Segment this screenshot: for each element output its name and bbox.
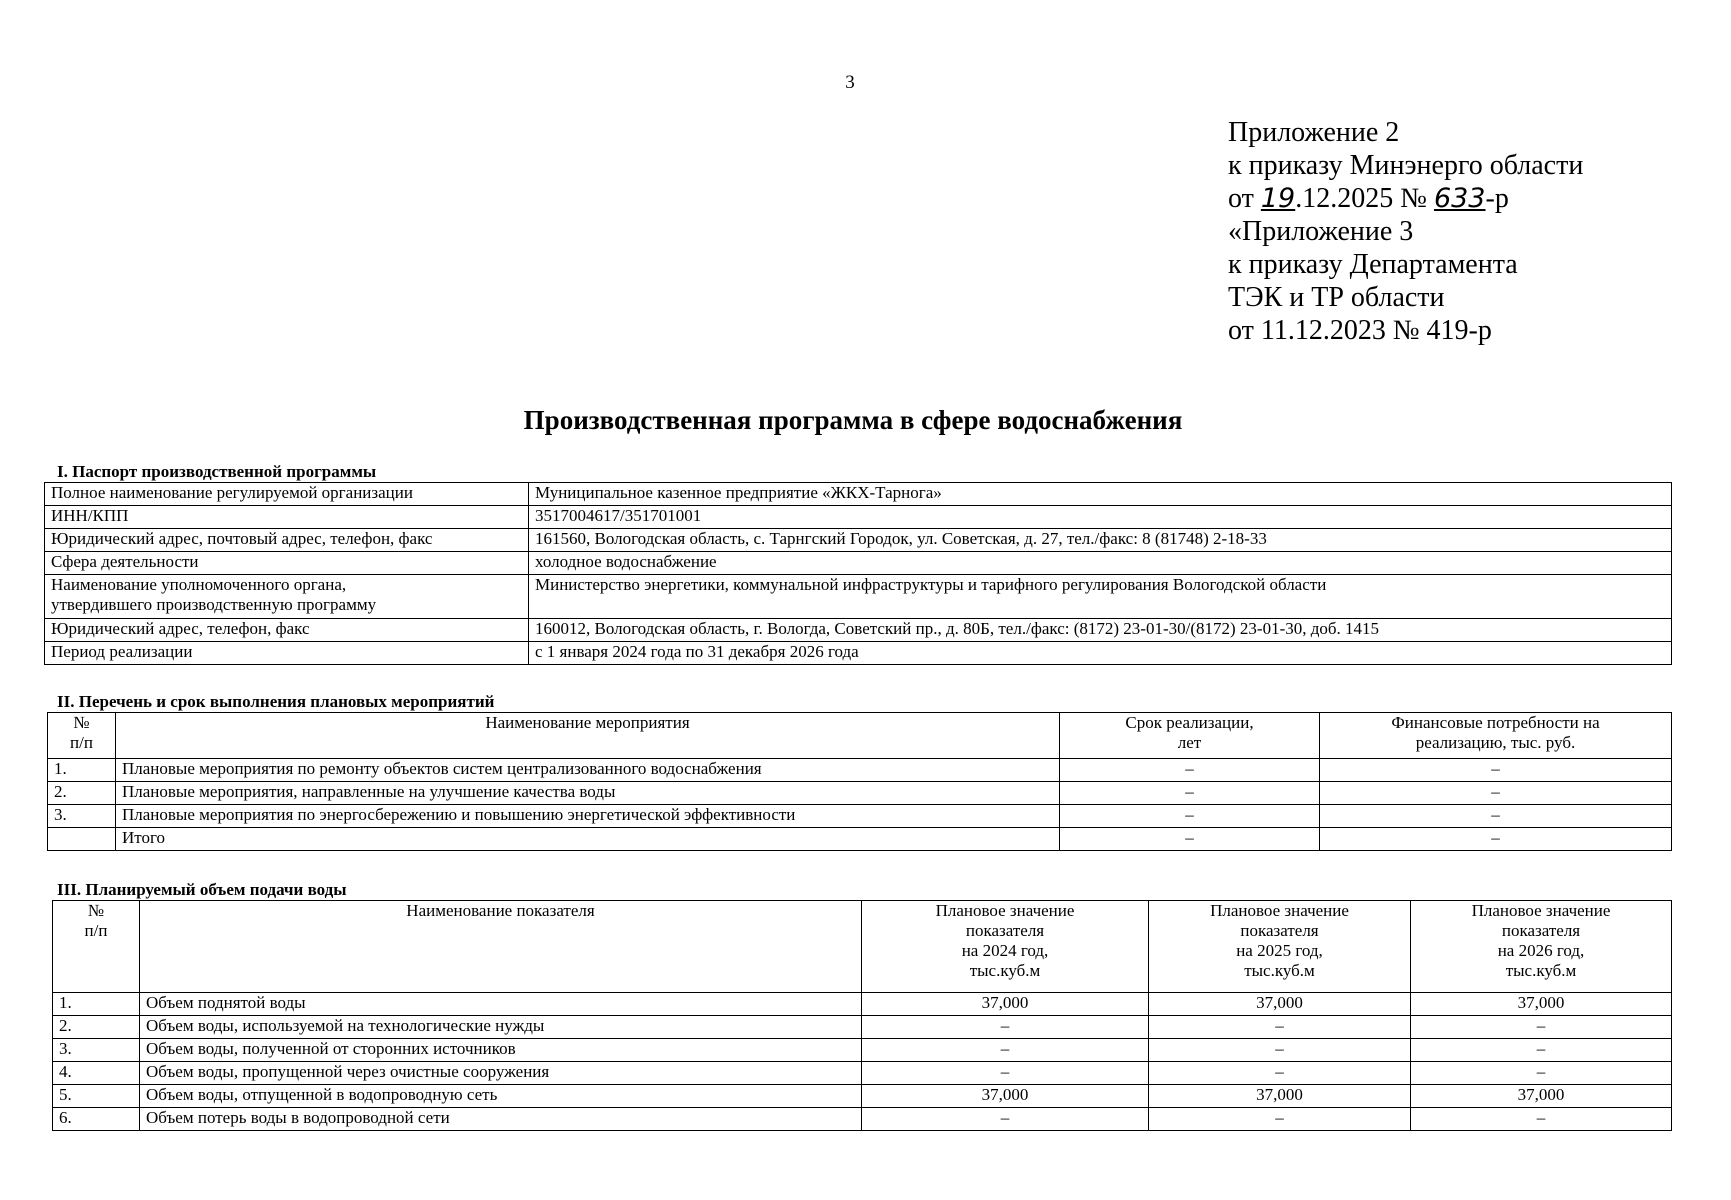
cell-num: 3.: [48, 805, 116, 828]
table-row-total: [48, 828, 1672, 851]
cell-2024: –: [862, 1062, 1149, 1085]
cell-2026: –: [1411, 1108, 1672, 1131]
header-2025-line2: показателя: [1240, 921, 1319, 940]
cell-finance: –: [1320, 759, 1672, 782]
cell-num: [48, 828, 116, 851]
cell-num: 1.: [48, 759, 116, 782]
passport-value: Муниципальное казенное предприятие «ЖКХ-Тарнога»: [529, 483, 1672, 506]
cell-num: 2.: [48, 782, 116, 805]
passport-value: Министерство энергетики, коммунальной инфраструктуры и тарифного регулирования Вологодской области: [529, 575, 1672, 619]
header-2025-line3: на 2025 год,: [1236, 941, 1323, 960]
header-2026: [1411, 901, 1672, 993]
header-num: [48, 713, 116, 759]
appendix-line-5: к приказу Департамента: [1228, 249, 1518, 280]
passport-table: [44, 482, 1672, 665]
appendix-line-3: [1228, 182, 1583, 215]
cell-term: –: [1060, 782, 1320, 805]
header-2026-line1: Плановое значение: [1471, 901, 1611, 920]
cell-num: 2.: [53, 1016, 140, 1039]
table-row: [45, 642, 1672, 665]
passport-value: 3517004617/351701001: [529, 506, 1672, 529]
table-row: [53, 1085, 1672, 1108]
cell-finance: –: [1320, 782, 1672, 805]
header-num-line2: п/п: [84, 921, 108, 940]
cell-term: –: [1060, 828, 1320, 851]
cell-name: Объем потерь воды в водопроводной сети: [140, 1108, 862, 1131]
header-2025-line1: Плановое значение: [1210, 901, 1349, 920]
cell-term: –: [1060, 805, 1320, 828]
table-row: [53, 1108, 1672, 1131]
cell-2026: 37,000: [1411, 1085, 1672, 1108]
header-2024-line2: показателя: [965, 921, 1045, 940]
cell-name: Объем поднятой воды: [140, 993, 862, 1016]
cell-name: Объем воды, отпущенной в водопроводную сеть: [140, 1085, 862, 1108]
handwritten-day: 19: [1260, 183, 1296, 214]
cell-2025: –: [1149, 1062, 1411, 1085]
table-row: [48, 759, 1672, 782]
section1-title: I. Паспорт производственной программы: [57, 462, 377, 481]
header-num-line1: №: [73, 713, 90, 732]
passport-value: с 1 января 2024 года по 31 декабря 2026 года: [529, 642, 1672, 665]
header-2024-line1: Плановое значение: [935, 901, 1075, 920]
header-num: [53, 901, 140, 993]
cell-term: –: [1060, 759, 1320, 782]
cell-name: Объем воды, используемой на технологические нужды: [140, 1016, 862, 1039]
header-term-line1: Срок реализации,: [1125, 713, 1254, 732]
header-2026-line4: тыс.куб.м: [1505, 961, 1577, 980]
cell-2026: –: [1411, 1039, 1672, 1062]
header-2024: [862, 901, 1149, 993]
table-header-row: [48, 713, 1672, 759]
appendix-line-4: «Приложение 3: [1228, 216, 1414, 247]
table-row: [53, 1062, 1672, 1085]
table-row: [45, 529, 1672, 552]
header-term-line2: лет: [1177, 733, 1202, 752]
document-title: Производственная программа в сфере водоснабжения: [523, 405, 1183, 435]
passport-label: Юридический адрес, телефон, факс: [45, 619, 529, 642]
passport-value: холодное водоснабжение: [529, 552, 1672, 575]
cell-2024: –: [862, 1016, 1149, 1039]
cell-2025: –: [1149, 1108, 1411, 1131]
cell-finance: –: [1320, 805, 1672, 828]
section3-title: III. Планируемый объем подачи воды: [57, 880, 347, 899]
passport-label: Сфера деятельности: [45, 552, 529, 575]
table-row: [45, 619, 1672, 642]
passport-label: Юридический адрес, почтовый адрес, телефон, факс: [45, 529, 529, 552]
cell-2026: –: [1411, 1016, 1672, 1039]
appendix-line-7: от 11.12.2023 № 419-р: [1228, 315, 1492, 346]
passport-value: 161560, Вологодская область, с. Тарнгский Городок, ул. Советская, д. 27, тел./факс: 8 (81748) 2-18-33: [529, 529, 1672, 552]
appendix-date-suffix: -р: [1485, 183, 1509, 214]
activities-table: [47, 712, 1672, 851]
cell-num: 4.: [53, 1062, 140, 1085]
appendix-line-6: ТЭК и ТР области: [1228, 282, 1445, 313]
header-2025-line4: тыс.куб.м: [1244, 961, 1315, 980]
page-number: 3: [845, 72, 855, 93]
cell-2026: –: [1411, 1062, 1672, 1085]
table-row: [53, 1016, 1672, 1039]
table-row: [48, 782, 1672, 805]
passport-label-line2: утвердившего производственную программу: [51, 595, 377, 614]
cell-name: Плановые мероприятия, направленные на улучшение качества воды: [116, 782, 1060, 805]
header-2024-line3: на 2024 год,: [961, 941, 1049, 960]
cell-2024: 37,000: [862, 993, 1149, 1016]
header-2025: [1149, 901, 1411, 993]
appendix-date-mid: .12.2025 №: [1295, 183, 1434, 214]
cell-num: 5.: [53, 1085, 140, 1108]
cell-2025: –: [1149, 1016, 1411, 1039]
appendix-line-1: Приложение 2: [1228, 117, 1400, 148]
cell-2024: 37,000: [862, 1085, 1149, 1108]
passport-label: Полное наименование регулируемой организации: [45, 483, 529, 506]
header-num-line1: №: [87, 901, 105, 920]
water-volume-table: [52, 900, 1672, 1131]
header-name: Наименование показателя: [140, 901, 862, 993]
header-finance-line1: Финансовые потребности на: [1391, 713, 1600, 732]
cell-name: Объем воды, полученной от сторонних источников: [140, 1039, 862, 1062]
passport-label: [45, 575, 529, 619]
cell-name: Итого: [116, 828, 1060, 851]
header-name: Наименование мероприятия: [116, 713, 1060, 759]
table-row: [48, 805, 1672, 828]
header-term: [1060, 713, 1320, 759]
cell-2025: 37,000: [1149, 993, 1411, 1016]
table-row: [45, 552, 1672, 575]
header-2024-line4: тыс.куб.м: [969, 961, 1041, 980]
table-row: [45, 483, 1672, 506]
header-finance: [1320, 713, 1672, 759]
cell-num: 3.: [53, 1039, 140, 1062]
table-header-row: [53, 901, 1672, 993]
cell-name: Объем воды, пропущенной через очистные сооружения: [140, 1062, 862, 1085]
cell-name: Плановые мероприятия по ремонту объектов систем централизованного водоснабжения: [116, 759, 1060, 782]
handwritten-order-number: 633: [1433, 183, 1486, 214]
cell-2024: –: [862, 1108, 1149, 1131]
header-num-line2: п/п: [70, 733, 93, 752]
passport-value: 160012, Вологодская область, г. Вологда, Советский пр., д. 80Б, тел./факс: (8172) 23-01-30/(8172) 23-01-30, доб. 1415: [529, 619, 1672, 642]
passport-label: ИНН/КПП: [45, 506, 529, 529]
header-finance-line2: реализацию, тыс. руб.: [1415, 733, 1576, 752]
section2-title: II. Перечень и срок выполнения плановых мероприятий: [57, 692, 495, 711]
cell-num: 6.: [53, 1108, 140, 1131]
appendix-block: [1228, 116, 1583, 347]
appendix-date-prefix: от: [1228, 183, 1261, 214]
table-row: [45, 575, 1672, 619]
passport-label-line1: Наименование уполномоченного органа,: [51, 575, 347, 594]
appendix-line-2: к приказу Минэнерго области: [1228, 150, 1584, 181]
header-2026-line2: показателя: [1501, 921, 1581, 940]
cell-name: Плановые мероприятия по энергосбережению и повышению энергетической эффективности: [116, 805, 1060, 828]
cell-2025: 37,000: [1149, 1085, 1411, 1108]
header-2026-line3: на 2026 год,: [1497, 941, 1585, 960]
table-row: [53, 993, 1672, 1016]
passport-label: Период реализации: [45, 642, 529, 665]
table-row: [53, 1039, 1672, 1062]
cell-finance: –: [1320, 828, 1672, 851]
cell-2026: 37,000: [1411, 993, 1672, 1016]
table-row: [45, 506, 1672, 529]
cell-2024: –: [862, 1039, 1149, 1062]
cell-2025: –: [1149, 1039, 1411, 1062]
cell-num: 1.: [53, 993, 140, 1016]
